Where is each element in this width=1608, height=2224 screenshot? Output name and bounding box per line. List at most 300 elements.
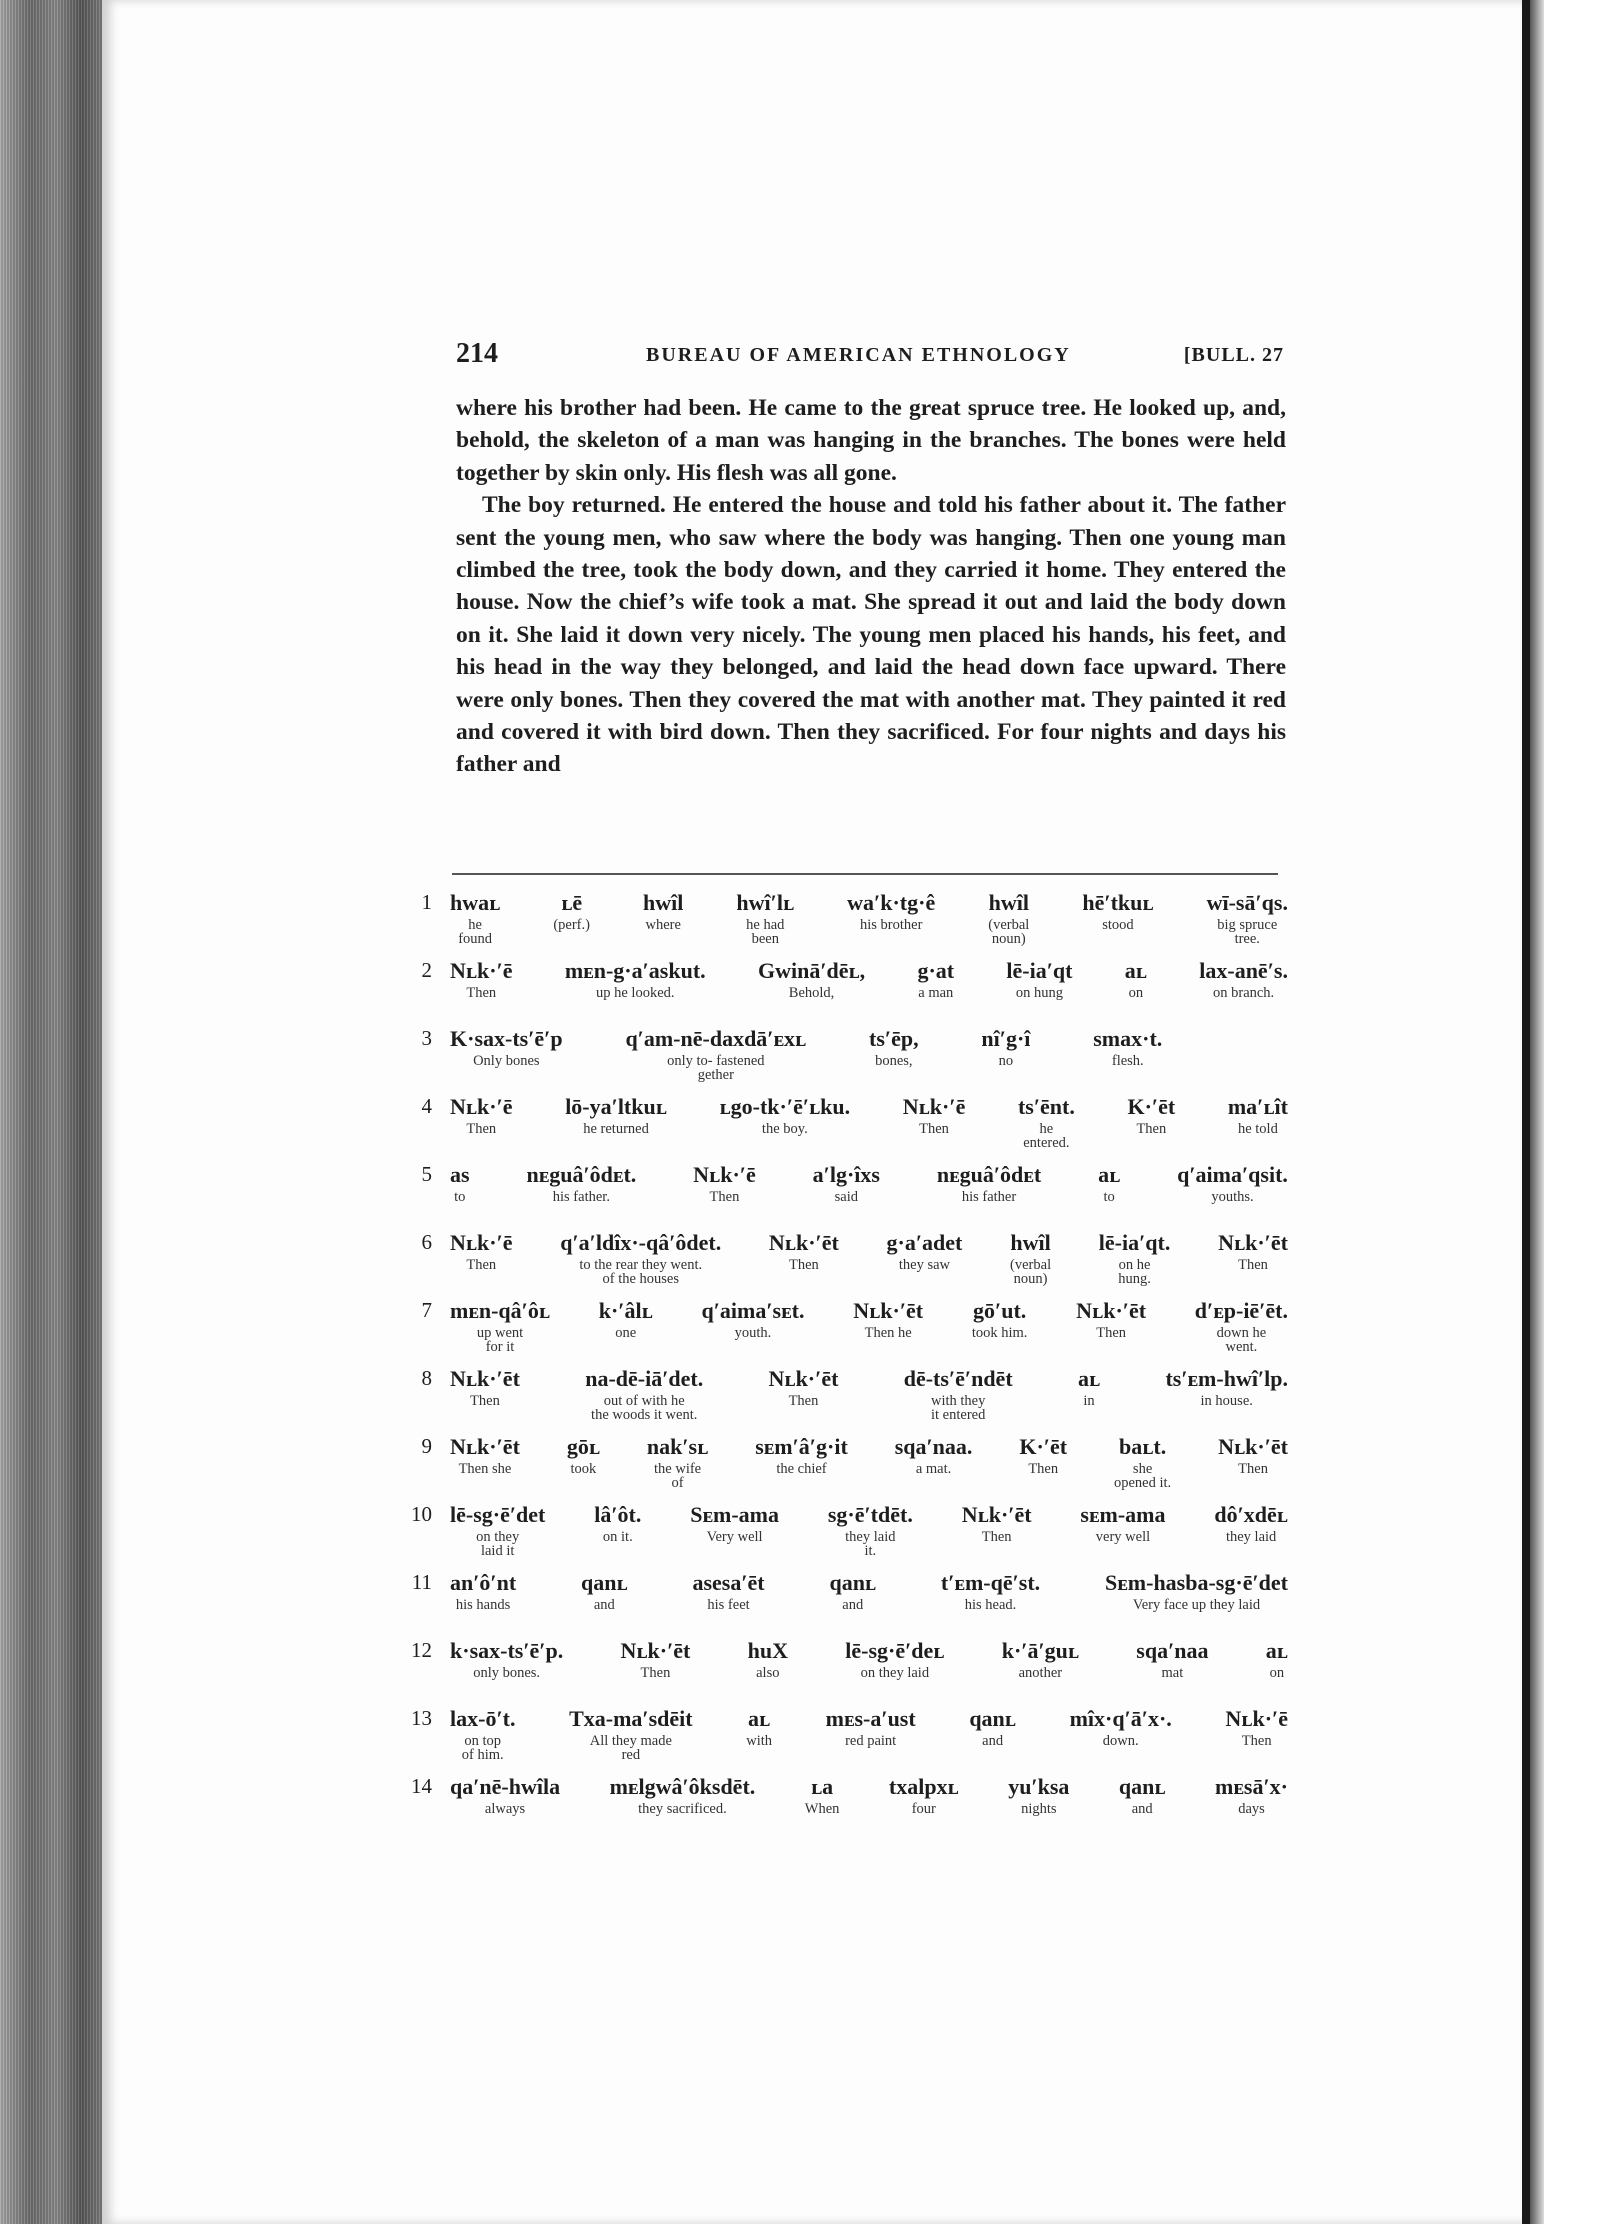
word-pair xyxy=(693,1162,756,1204)
native-word: txalpxʟ xyxy=(888,1774,959,1799)
gloss: Then xyxy=(1096,1325,1127,1341)
gloss: in xyxy=(1083,1393,1095,1409)
line-number: 13 xyxy=(411,1706,432,1730)
native-word: q′aima′sᴇt. xyxy=(701,1298,805,1323)
word-pair xyxy=(1098,1162,1120,1204)
gloss: no xyxy=(998,1053,1014,1069)
native-word: as xyxy=(450,1162,470,1187)
word-pair xyxy=(567,1434,600,1490)
gloss: Then xyxy=(788,1393,819,1409)
native-word: dô′xdēʟ xyxy=(1214,1502,1288,1527)
gloss: they laid xyxy=(1225,1529,1277,1545)
word-pair xyxy=(1008,1774,1069,1816)
word-pair xyxy=(450,1026,563,1082)
gloss: Then he xyxy=(864,1325,912,1341)
native-word: Sᴇm-ama xyxy=(690,1502,779,1527)
interlinear-line xyxy=(396,958,1288,1026)
native-word: ʟē xyxy=(561,890,583,915)
gloss: Then xyxy=(1136,1121,1167,1137)
word-pair xyxy=(553,890,590,946)
native-word: huX xyxy=(747,1638,788,1663)
gloss: When xyxy=(804,1801,840,1817)
native-word: qanʟ xyxy=(581,1570,628,1595)
native-word: hē′tkuʟ xyxy=(1082,890,1154,915)
native-word: an′ô′nt xyxy=(450,1570,517,1595)
gloss: on branch. xyxy=(1212,985,1275,1001)
gloss: one xyxy=(615,1325,637,1341)
word-pair xyxy=(450,890,500,946)
gloss: with they it entered xyxy=(931,1393,986,1423)
native-word: smax·t. xyxy=(1093,1026,1163,1051)
gloss: Then xyxy=(1028,1461,1059,1477)
word-group xyxy=(450,1094,1288,1150)
native-word: hwîl xyxy=(643,890,684,915)
native-word: k·′ā′guʟ xyxy=(1001,1638,1080,1663)
gloss: his hands xyxy=(455,1597,511,1613)
word-pair xyxy=(1070,1706,1172,1762)
word-pair xyxy=(1195,1298,1288,1354)
word-pair xyxy=(1136,1638,1208,1680)
gloss: Then xyxy=(1241,1733,1272,1749)
line-number: 9 xyxy=(421,1434,432,1458)
native-word: sg·ē′tdēt. xyxy=(827,1502,913,1527)
word-pair xyxy=(450,1706,515,1762)
native-word: wī-sā′qs. xyxy=(1206,890,1288,915)
native-word: wa′k·tg·ê xyxy=(847,890,936,915)
native-word: qanʟ xyxy=(1118,1774,1166,1799)
gloss: his father xyxy=(961,1189,1017,1205)
word-pair xyxy=(769,1230,839,1286)
native-word: ʟa xyxy=(811,1774,834,1799)
word-pair xyxy=(829,1570,876,1612)
native-word: Sᴇm-hasba-sg·ē′det xyxy=(1105,1570,1288,1595)
line-number: 4 xyxy=(421,1094,432,1118)
gloss: on they laid xyxy=(860,1665,930,1681)
word-pair xyxy=(937,1162,1041,1204)
native-word: ts′ēp, xyxy=(869,1026,919,1051)
interlinear-text xyxy=(396,890,1288,1842)
word-pair xyxy=(610,1774,756,1816)
word-pair xyxy=(746,1706,772,1762)
word-pair xyxy=(1002,1638,1079,1680)
word-pair xyxy=(1228,1094,1288,1150)
word-pair xyxy=(526,1162,636,1204)
native-word: lē-ia′qt xyxy=(1006,958,1073,983)
gloss: red paint xyxy=(845,1733,897,1749)
word-pair xyxy=(594,1502,641,1558)
word-pair xyxy=(1010,1230,1051,1286)
word-pair xyxy=(1177,1162,1288,1204)
line-number: 1 xyxy=(421,890,432,914)
word-pair xyxy=(1105,1570,1288,1612)
native-word: a′lg·îxs xyxy=(812,1162,880,1187)
gloss: he entered. xyxy=(1023,1121,1070,1151)
native-word: lax-ō′t. xyxy=(450,1706,516,1731)
word-pair xyxy=(755,1434,848,1490)
word-pair xyxy=(1207,890,1288,946)
native-word: k·sax-ts′ē′p. xyxy=(450,1638,564,1663)
word-pair xyxy=(569,1706,693,1762)
gloss: on they laid it xyxy=(476,1529,520,1559)
gloss: out of with he the woods it went. xyxy=(591,1393,698,1423)
native-word: sᴇm′â′g·it xyxy=(755,1434,848,1459)
word-pair xyxy=(720,1094,851,1150)
gloss: he returned xyxy=(583,1121,649,1137)
gloss: she opened it. xyxy=(1114,1461,1172,1491)
interlinear-line xyxy=(396,1434,1288,1502)
gloss: on top of him. xyxy=(461,1733,504,1763)
gloss: youths. xyxy=(1211,1189,1254,1205)
native-word: lax-anē′s. xyxy=(1199,958,1288,983)
interlinear-line xyxy=(396,1570,1288,1638)
native-word: nᴇguâ′ôdᴇt. xyxy=(526,1162,637,1187)
word-pair xyxy=(450,1570,516,1612)
word-pair xyxy=(1225,1706,1288,1762)
native-word: aʟ xyxy=(1265,1638,1288,1663)
gloss: the wife of xyxy=(654,1461,702,1491)
word-pair xyxy=(565,958,706,1000)
word-pair xyxy=(1018,1094,1075,1150)
translation-text xyxy=(456,392,1286,781)
word-pair xyxy=(450,1366,520,1422)
native-word: nî′g·î xyxy=(981,1026,1031,1051)
native-word: K·′ēt xyxy=(1019,1434,1068,1459)
native-word: qa′nē-hwîla xyxy=(450,1774,561,1799)
gloss: Behold, xyxy=(788,985,835,1001)
word-pair xyxy=(585,1366,703,1422)
word-pair xyxy=(941,1570,1040,1612)
native-word: k·′âlʟ xyxy=(598,1298,653,1323)
interlinear-line xyxy=(396,1502,1288,1570)
word-pair xyxy=(853,1298,923,1354)
gloss: took him. xyxy=(971,1325,1028,1341)
gloss: his brother xyxy=(859,917,923,933)
interlinear-line xyxy=(396,1230,1288,1298)
native-word: lē-ia′qt. xyxy=(1098,1230,1171,1255)
word-pair xyxy=(1099,1230,1171,1286)
word-group xyxy=(450,1298,1288,1354)
gloss: on it. xyxy=(602,1529,633,1545)
word-pair xyxy=(903,1094,966,1150)
word-group xyxy=(450,958,1288,1000)
native-word: Nʟk·′ēt xyxy=(768,1366,839,1391)
gloss: to the rear they went. of the houses xyxy=(579,1257,703,1287)
native-word: lâ′ôt. xyxy=(594,1502,642,1527)
gloss: only bones. xyxy=(473,1665,541,1681)
native-word: Nʟk·′ē xyxy=(450,958,513,983)
word-pair xyxy=(1215,1774,1288,1816)
native-word: sqa′naa xyxy=(1136,1638,1209,1663)
word-group xyxy=(450,1570,1288,1612)
word-pair xyxy=(1076,1298,1146,1354)
word-pair xyxy=(1127,1094,1175,1150)
gloss: (verbal noun) xyxy=(988,917,1030,947)
word-pair xyxy=(625,1026,806,1082)
interlinear-line xyxy=(396,1366,1288,1434)
gloss: nights xyxy=(1021,1801,1057,1817)
word-pair xyxy=(904,1366,1013,1422)
gloss: on xyxy=(1269,1665,1285,1681)
word-pair xyxy=(1125,958,1147,1000)
gloss: they saw xyxy=(898,1257,950,1273)
native-word: Nʟk·′ē xyxy=(902,1094,966,1119)
word-pair xyxy=(1214,1502,1288,1558)
gloss: big spruce tree. xyxy=(1217,917,1278,947)
native-word: gōʟ xyxy=(566,1434,600,1459)
native-word: Nʟk·′ēt xyxy=(768,1230,839,1255)
native-word: Nʟk·′ē xyxy=(693,1162,756,1187)
gloss: on xyxy=(1128,985,1144,1001)
gloss: four xyxy=(911,1801,936,1817)
native-word: Nʟk·′ēt xyxy=(961,1502,1032,1527)
gloss: bones, xyxy=(875,1053,913,1069)
word-pair xyxy=(813,1162,880,1204)
word-group xyxy=(450,1774,1288,1816)
word-pair xyxy=(869,1026,919,1082)
line-number: 2 xyxy=(421,958,432,982)
native-word: Gwinā′dēʟ, xyxy=(757,958,866,983)
gloss: mat xyxy=(1161,1665,1184,1681)
page-number: 214 xyxy=(456,338,498,369)
gloss: to xyxy=(1103,1189,1115,1205)
native-word: mᴇn-g·a′askut. xyxy=(564,958,706,983)
native-word: hwîl xyxy=(1010,1230,1051,1255)
word-group xyxy=(450,1366,1288,1422)
word-pair xyxy=(450,1774,560,1816)
word-pair xyxy=(969,1706,1016,1762)
native-word: ma′ʟît xyxy=(1227,1094,1288,1119)
gloss: only to- fastened gether xyxy=(667,1053,765,1083)
gloss: days xyxy=(1238,1801,1265,1817)
word-pair xyxy=(826,1706,916,1762)
gloss: Very well xyxy=(706,1529,763,1545)
native-word: baʟt. xyxy=(1118,1434,1167,1459)
word-pair xyxy=(917,958,954,1000)
word-pair xyxy=(769,1366,839,1422)
native-word: hwî′lʟ xyxy=(736,890,795,915)
native-word: hwaʟ xyxy=(450,890,501,915)
native-word: ʟgo-tk·′ē′ʟku. xyxy=(719,1094,851,1119)
word-pair xyxy=(981,1026,1030,1082)
word-pair xyxy=(962,1502,1032,1558)
gloss: a mat. xyxy=(915,1461,952,1477)
gloss: Then xyxy=(709,1189,740,1205)
running-title: BUREAU OF AMERICAN ETHNOLOGY xyxy=(646,344,1071,366)
word-pair xyxy=(1165,1366,1288,1422)
word-pair xyxy=(1199,958,1288,1000)
interlinear-line xyxy=(396,1162,1288,1230)
native-word: Nʟk·′ēt xyxy=(1218,1230,1288,1255)
line-number: 12 xyxy=(411,1638,432,1662)
gloss: Very face up they laid xyxy=(1132,1597,1261,1613)
native-word: aʟ xyxy=(1124,958,1147,983)
word-pair xyxy=(736,890,794,946)
interlinear-line xyxy=(396,1026,1288,1094)
native-word: K·′ēt xyxy=(1127,1094,1176,1119)
native-word: mᴇn-qâ′ôʟ xyxy=(450,1298,550,1323)
native-word: sqa′naa. xyxy=(894,1434,973,1459)
gloss: the chief xyxy=(776,1461,827,1477)
native-word: Nʟk·′ē xyxy=(450,1094,513,1119)
gloss: his head. xyxy=(964,1597,1017,1613)
gloss: took xyxy=(570,1461,597,1477)
word-pair xyxy=(450,1230,513,1286)
gloss: and xyxy=(982,1733,1004,1749)
word-pair xyxy=(565,1094,667,1150)
gloss: where xyxy=(645,917,681,933)
word-pair xyxy=(847,890,935,946)
gloss: Then she xyxy=(458,1461,512,1477)
paragraph: where his brother had been. He came to the great spruce tree. He looked up, and, behold, the skeleton of a man was hanging in the branches. The bones were held together by skin only. His flesh was all gone. xyxy=(456,395,1286,486)
line-number: 3 xyxy=(421,1026,432,1050)
native-word: nᴇguâ′ôdᴇt xyxy=(936,1162,1042,1187)
page-right-edge xyxy=(1522,0,1608,2224)
word-pair xyxy=(450,1502,545,1558)
word-pair xyxy=(889,1774,959,1816)
word-pair xyxy=(450,1638,563,1680)
native-word: Nʟk·′ēt xyxy=(1218,1434,1288,1459)
gloss: Only bones xyxy=(473,1053,540,1069)
native-word: Nʟk·′ēt xyxy=(620,1638,691,1663)
gloss: up he looked. xyxy=(596,985,675,1001)
word-pair xyxy=(450,1434,520,1490)
word-group xyxy=(450,1230,1288,1286)
interlinear-line xyxy=(396,1638,1288,1706)
gloss: stood xyxy=(1102,917,1134,933)
word-pair xyxy=(1114,1434,1171,1490)
gloss: Then xyxy=(788,1257,819,1273)
native-word: lē-sg·ē′det xyxy=(450,1502,546,1527)
gloss: Then xyxy=(1238,1461,1268,1477)
word-pair xyxy=(450,1094,513,1150)
word-group xyxy=(450,1502,1288,1558)
native-word: dē-ts′ē′ndēt xyxy=(903,1366,1013,1391)
native-word: hwîl xyxy=(988,890,1029,915)
word-pair xyxy=(805,1774,840,1816)
word-pair xyxy=(702,1298,805,1354)
gloss: Then xyxy=(470,1393,500,1409)
word-pair xyxy=(1093,1026,1162,1082)
gloss: (perf.) xyxy=(553,917,590,933)
interlinear-line xyxy=(396,1094,1288,1162)
word-pair xyxy=(620,1638,690,1680)
gloss: (verbal noun) xyxy=(1010,1257,1052,1287)
native-word: asesa′ēt xyxy=(692,1570,765,1595)
word-pair xyxy=(1006,958,1072,1000)
native-word: q′am-nē-daxdā′ᴇxʟ xyxy=(625,1026,807,1051)
gloss: Then xyxy=(466,985,497,1001)
word-pair xyxy=(450,958,513,1000)
native-word: gō′ut. xyxy=(973,1298,1027,1323)
gloss: Then xyxy=(919,1121,949,1137)
word-pair xyxy=(647,1434,708,1490)
gloss: and xyxy=(1131,1801,1153,1817)
gloss: always xyxy=(484,1801,526,1817)
native-word: Nʟk·′ēt xyxy=(853,1298,924,1323)
native-word: ts′ᴇm-hwî′lp. xyxy=(1165,1366,1288,1391)
gloss: Then xyxy=(981,1529,1012,1545)
word-group xyxy=(450,1162,1288,1204)
page-header xyxy=(456,338,1284,378)
gloss: Then xyxy=(640,1665,671,1681)
native-word: qanʟ xyxy=(969,1706,1016,1731)
native-word: g·a′adet xyxy=(886,1230,963,1255)
native-word: aʟ xyxy=(748,1706,771,1731)
native-word: nak′sʟ xyxy=(646,1434,709,1459)
native-word: q′aima′qsit. xyxy=(1177,1162,1288,1187)
word-pair xyxy=(599,1298,653,1354)
native-word: d′ᴇp-iē′ēt. xyxy=(1194,1298,1288,1323)
gloss: he found xyxy=(458,917,493,947)
gloss: and xyxy=(593,1597,615,1613)
word-group xyxy=(450,1434,1288,1490)
native-word: na-dē-iā′det. xyxy=(585,1366,704,1391)
gloss: they sacrificed. xyxy=(638,1801,727,1817)
word-pair xyxy=(581,1570,628,1612)
native-word: Nʟk·′ēt xyxy=(1076,1298,1147,1323)
gloss: flesh. xyxy=(1111,1053,1144,1069)
line-number: 7 xyxy=(421,1298,432,1322)
word-pair xyxy=(450,1162,470,1204)
native-word: mᴇs-a′ust xyxy=(825,1706,916,1731)
gloss: on he hung. xyxy=(1118,1257,1151,1287)
word-group xyxy=(450,1026,1288,1082)
line-number: 8 xyxy=(421,1366,432,1390)
native-word: q′a′ldîx·-qâ′ôdet. xyxy=(560,1230,722,1255)
gloss: said xyxy=(834,1189,858,1205)
gloss: up went for it xyxy=(476,1325,524,1355)
line-number: 6 xyxy=(421,1230,432,1254)
word-pair xyxy=(1119,1774,1166,1816)
horizontal-rule xyxy=(452,873,1278,875)
gloss: Then xyxy=(466,1257,497,1273)
interlinear-line xyxy=(396,1774,1288,1842)
interlinear-line xyxy=(396,1298,1288,1366)
native-word: mᴇsā′x· xyxy=(1215,1774,1288,1799)
bulletin-reference: [BULL. 27 xyxy=(1183,344,1284,366)
gloss: youth. xyxy=(734,1325,772,1341)
gloss: he told xyxy=(1237,1121,1278,1137)
word-group xyxy=(450,1706,1288,1762)
native-word: Nʟk·′ēt xyxy=(450,1434,520,1459)
gloss: very well xyxy=(1095,1529,1151,1545)
word-pair xyxy=(692,1570,764,1612)
native-word: lē-sg·ē′deʟ xyxy=(845,1638,945,1663)
gloss: down. xyxy=(1102,1733,1139,1749)
gloss: All they made red xyxy=(589,1733,672,1763)
native-word: aʟ xyxy=(1098,1162,1121,1187)
word-pair xyxy=(845,1638,944,1680)
word-pair xyxy=(450,1298,550,1354)
native-word: Nʟk·′ē xyxy=(1225,1706,1288,1731)
line-number: 11 xyxy=(411,1570,432,1594)
word-pair xyxy=(1218,1434,1288,1490)
book-spine-edge xyxy=(0,0,102,2224)
word-pair xyxy=(972,1298,1028,1354)
gloss: down he went. xyxy=(1216,1325,1267,1355)
native-word: g·at xyxy=(917,958,955,983)
word-pair xyxy=(1082,890,1153,946)
word-pair xyxy=(1019,1434,1067,1490)
paragraph: The boy returned. He entered the house and told his father about it. The father sent the young men, who saw where the body was hanging. Then one young man climbed the tree, took the body down, and they carried it home. They entered the house. Now the chief’s wife took a mat. She spread it out and laid the body down on it. She laid it down very nicely. The young men placed his hands, his feet, and his head in the way they belonged, and laid the head down face upward. There were only bones. Then they covered the mat with another mat. They painted it red and covered it with bird down. Then they sacrificed. For four nights and days his father and xyxy=(456,492,1286,778)
native-word: t′ᴇm-qē′st. xyxy=(940,1570,1041,1595)
gloss: his feet xyxy=(707,1597,750,1613)
word-pair xyxy=(1266,1638,1288,1680)
gloss: and xyxy=(842,1597,864,1613)
line-number: 14 xyxy=(411,1774,432,1798)
word-pair xyxy=(758,958,865,1000)
gloss: Then xyxy=(466,1121,497,1137)
